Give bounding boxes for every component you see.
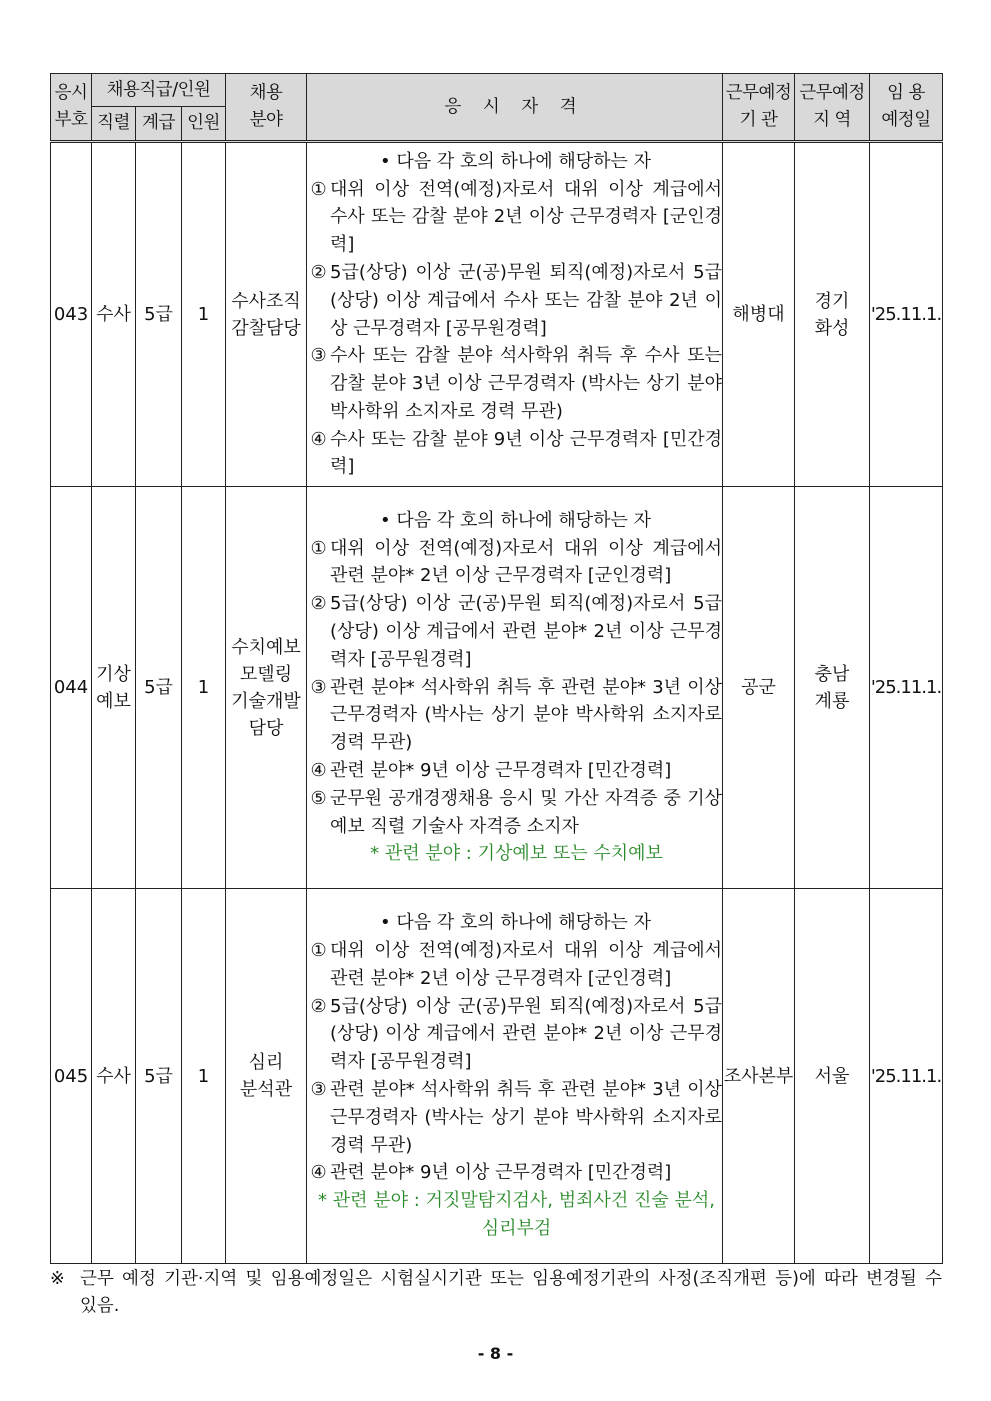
appointment-date: '25.11.1. [870,889,943,1264]
qualification-intro: • 다음 각 호의 하나에 해당하는 자 [380,150,652,172]
footnote-text: 근무 예정 기관·지역 및 임용예정일은 시험실시기관 또는 임용예정기관의 사정(조직개편 등)에 따라 변경될 수 있음. [80,1269,942,1316]
exam-code: 045 [51,889,92,1264]
header-grade: 계급 [136,107,182,142]
header-series: 직렬 [92,107,136,142]
related-field-note: * 관련 분야 : 거짓말탐지검사, 범죄사건 진술 분석, 심리부검 [318,1190,715,1239]
series: 기상 예보 [92,487,136,889]
field: 심리 분석관 [226,889,307,1264]
table-row [51,487,943,889]
recruitment-table [50,73,943,1264]
qualification-item: ③ 수사 또는 감찰 분야 석사학위 취득 후 수사 또는 감찰 분야 3년 이상 근무경력자 (박사는 상기 분야 박사학위 소지자로 경력 무관) [310,345,723,422]
qualification-item: ⑤ 군무원 공개경쟁채용 응시 및 가산 자격증 중 기상예보 직렬 기술사 자격증 소지자 [310,787,723,837]
grade: 5급 [136,142,182,487]
qualification-item: ② 5급(상당) 이상 군(공)무원 퇴직(예정)자로서 5급(상당) 이상 계급에서 관련 분야* 2년 이상 근무경력자 [공무원경력] [310,593,723,670]
series: 수사 [92,889,136,1264]
header-grade-group: 채용직급/인원 [92,74,226,107]
appointment-date: '25.11.1. [870,142,943,487]
header-qualification: 응 시 자 격 [307,74,723,142]
qualification-item: ③ 관련 분야* 석사학위 취득 후 관련 분야* 3년 이상 근무경력자 (박사는 상기 분야 박사학위 소지자로 경력 무관) [310,676,723,754]
header-agency: 근무예정 기 관 [723,74,795,142]
agency: 해병대 [723,142,795,487]
qualification-item: ② 5급(상당) 이상 군(공)무원 퇴직(예정)자로서 5급(상당) 이상 계급에서 수사 또는 감찰 분야 2년 이상 근무경력자 [공무원경력] [310,261,723,339]
qualification-item: ① 대위 이상 전역(예정)자로서 대위 이상 계급에서 관련 분야* 2년 이상 근무경력자 [군인경력] [310,940,723,989]
field: 수사조직 감찰담당 [226,142,307,487]
count: 1 [182,487,226,889]
count: 1 [182,889,226,1264]
count: 1 [182,142,226,487]
header-count: 인원 [182,107,226,142]
agency: 공군 [723,487,795,889]
header-field: 채용 분야 [226,74,307,142]
qualification-intro: • 다음 각 호의 하나에 해당하는 자 [380,509,652,531]
field: 수치예보 모델링 기술개발 담당 [226,487,307,889]
grade: 5급 [136,889,182,1264]
region: 서울 [795,889,870,1264]
qualification-item: ① 대위 이상 전역(예정)자로서 대위 이상 계급에서 수사 또는 감찰 분야 2년 이상 근무경력자 [군인경력] [310,178,723,256]
qualification-cell [307,142,723,487]
grade: 5급 [136,487,182,889]
qualification-cell [307,487,723,889]
qualification-item: ④ 수사 또는 감찰 분야 9년 이상 근무경력자 [민간경력] [310,428,723,478]
qualification-cell [307,889,723,1264]
qualification-intro: • 다음 각 호의 하나에 해당하는 자 [380,912,652,934]
qualification-item: ① 대위 이상 전역(예정)자로서 대위 이상 계급에서 관련 분야* 2년 이상 근무경력자 [군인경력] [310,537,723,587]
footnote-mark: ※ [50,1269,65,1289]
agency: 조사본부 [723,889,795,1264]
table-row [51,889,943,1264]
qualification-item: ④ 관련 분야* 9년 이상 근무경력자 [민간경력] [310,759,672,781]
page-number: - 8 - [477,1344,514,1363]
region: 충남 계룡 [795,487,870,889]
exam-code: 043 [51,142,92,487]
header-appointment-date: 임 용 예정일 [870,74,943,142]
qualification-item: ③ 관련 분야* 석사학위 취득 후 관련 분야* 3년 이상 근무경력자 (박사는 상기 분야 박사학위 소지자로 경력 무관) [310,1079,723,1156]
appointment-date: '25.11.1. [870,487,943,889]
table-row [51,142,943,487]
series: 수사 [92,142,136,487]
exam-code: 044 [51,487,92,889]
related-field-note: * 관련 분야 : 기상예보 또는 수치예보 [370,843,663,865]
footnote [50,1266,942,1320]
header-exam-no: 응시 부호 [51,74,92,142]
qualification-item: ④ 관련 분야* 9년 이상 근무경력자 [민간경력] [310,1162,672,1184]
region: 경기 화성 [795,142,870,487]
header-region: 근무예정 지 역 [795,74,870,142]
qualification-item: ② 5급(상당) 이상 군(공)무원 퇴직(예정)자로서 5급(상당) 이상 계급에서 관련 분야* 2년 이상 근무경력자 [공무원경력] [310,995,723,1073]
